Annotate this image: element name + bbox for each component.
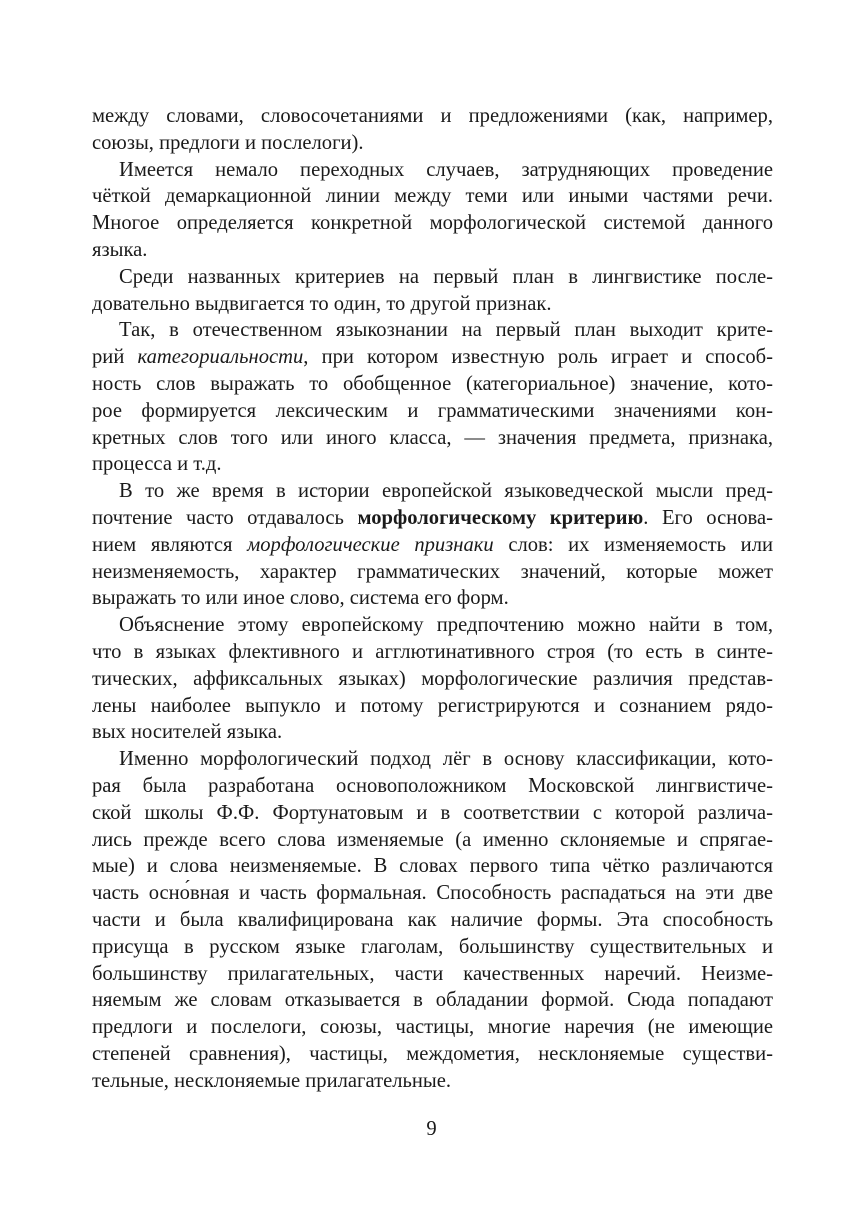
- text-span: рое формируется лексическим и грамматическими значениями кон-: [92, 399, 773, 422]
- text-span: предлоги и послелоги, союзы, частицы, многие наречия (не имеющие: [92, 1016, 773, 1039]
- text-line: [92, 612, 773, 639]
- text-line: [92, 451, 773, 478]
- text-line: [92, 934, 773, 961]
- text-span: почтение часто отдавалось: [92, 506, 358, 529]
- text-line: [92, 103, 773, 130]
- text-line: [92, 264, 773, 291]
- text-span: лись прежде всего слова изменяемые (а именно склоняемые и спрягае-: [92, 828, 773, 851]
- text-line: [92, 719, 773, 746]
- text-span: вых носителей языка.: [92, 721, 283, 744]
- text-span: Среди названных критериев на первый план в лингвистике после-: [119, 265, 773, 288]
- text-line: [92, 773, 773, 800]
- text-span: языка.: [92, 238, 148, 261]
- text-line: [92, 210, 773, 237]
- text-span: слов: их изменяемость или: [493, 533, 773, 556]
- bold-term: морфологическому критерию: [357, 506, 644, 529]
- text-span: няемым же словам отказывается в обладании формой. Сюда попадают: [92, 989, 773, 1012]
- italic-term: морфологические признаки: [247, 533, 494, 556]
- text-line: [92, 961, 773, 988]
- text-line: [92, 130, 773, 157]
- text-line: [92, 371, 773, 398]
- text-line: [92, 425, 773, 452]
- text-span: союзы, предлоги и послелоги).: [92, 131, 364, 154]
- text-span: Так, в отечественном языкознании на первый план выходит крите-: [119, 319, 773, 342]
- text-span: части и была квалифицирована как наличие формы. Эта способность: [92, 908, 773, 931]
- text-line: [92, 344, 773, 371]
- text-line: [92, 505, 773, 532]
- text-span: большинству прилагательных, части качественных наречий. Неизме-: [92, 962, 773, 985]
- text-line: [92, 746, 773, 773]
- text-span: степеней сравнения), частицы, междометия, несклоняемые существи-: [92, 1042, 773, 1065]
- text-span: Объяснение этому европейскому предпочтению можно найти в том,: [119, 614, 773, 637]
- text-span: Имеется немало переходных случаев, затрудняющих проведение: [119, 158, 773, 181]
- text-line: [92, 183, 773, 210]
- text-span: присуща в русском языке глаголам, большинству существительных и: [92, 935, 773, 958]
- text-line: [92, 827, 773, 854]
- text-span: чёткой демаркационной линии между теми или иными частями речи.: [92, 185, 773, 208]
- text-line: [92, 639, 773, 666]
- text-span: ской школы Ф.Ф. Фортунатовым и в соответствии с которой различа-: [92, 801, 773, 824]
- text-line: [92, 478, 773, 505]
- text-span: между словами, словосочетаниями и предложениями (как, например,: [92, 105, 773, 127]
- page-number: 9: [426, 1118, 437, 1140]
- text-line: [92, 907, 773, 934]
- text-span: процесса и т.д.: [92, 453, 222, 476]
- text-span: тических, аффиксальных языках) морфологические различия представ-: [92, 667, 773, 690]
- text-line: [92, 559, 773, 586]
- text-line: [92, 693, 773, 720]
- text-span: Именно морфологический подход лёг в основу классификации, кото-: [119, 748, 773, 771]
- body-text: [92, 103, 773, 1094]
- text-span: Многое определяется конкретной морфологической системой данного: [92, 212, 773, 235]
- text-span: ность слов выражать то обобщенное (категориальное) значение, кото-: [92, 372, 773, 395]
- text-line: [92, 880, 773, 907]
- text-line: [92, 398, 773, 425]
- text-line: [92, 987, 773, 1014]
- text-line: [92, 237, 773, 264]
- text-span: довательно выдвигается то один, то другой признак.: [92, 292, 552, 315]
- text-line: [92, 853, 773, 880]
- text-line: [92, 1041, 773, 1068]
- text-line: [92, 291, 773, 318]
- text-line: [92, 1014, 773, 1041]
- text-span: неизменяемость, характер грамматических значений, которые может: [92, 560, 773, 583]
- text-span: . Его основа-: [643, 506, 773, 529]
- text-line: [92, 800, 773, 827]
- text-span: рий: [92, 346, 138, 369]
- text-line: [92, 532, 773, 559]
- text-line: [92, 666, 773, 693]
- text-span: мые) и слова неизменяемые. В словах первого типа чётко различаются: [92, 855, 773, 878]
- text-span: что в языках флективного и агглютинативного строя (то есть в синте-: [92, 640, 773, 663]
- text-line: [92, 317, 773, 344]
- text-line: [92, 1068, 773, 1095]
- text-span: тельные, несклоняемые прилагательные.: [92, 1069, 452, 1092]
- text-span: кретных слов того или иного класса, — значения предмета, признака,: [92, 426, 773, 449]
- text-span: , при котором известную роль играет и способ-: [303, 346, 773, 369]
- text-span: часть осно́вная и часть формальная. Способность распадаться на эти две: [92, 882, 773, 905]
- text-span: рая была разработана основоположником Московской лингвистиче-: [92, 774, 773, 797]
- text-span: нием являются: [92, 533, 248, 556]
- text-span: выражать то или иное слово, система его форм.: [92, 587, 509, 610]
- text-line: [92, 585, 773, 612]
- italic-term: категориальности: [137, 346, 304, 369]
- text-line: [92, 157, 773, 184]
- text-span: В то же время в истории европейской языковедческой мысли пред-: [119, 480, 773, 503]
- text-span: лены наиболее выпукло и потому регистрируются и сознанием рядо-: [92, 694, 773, 717]
